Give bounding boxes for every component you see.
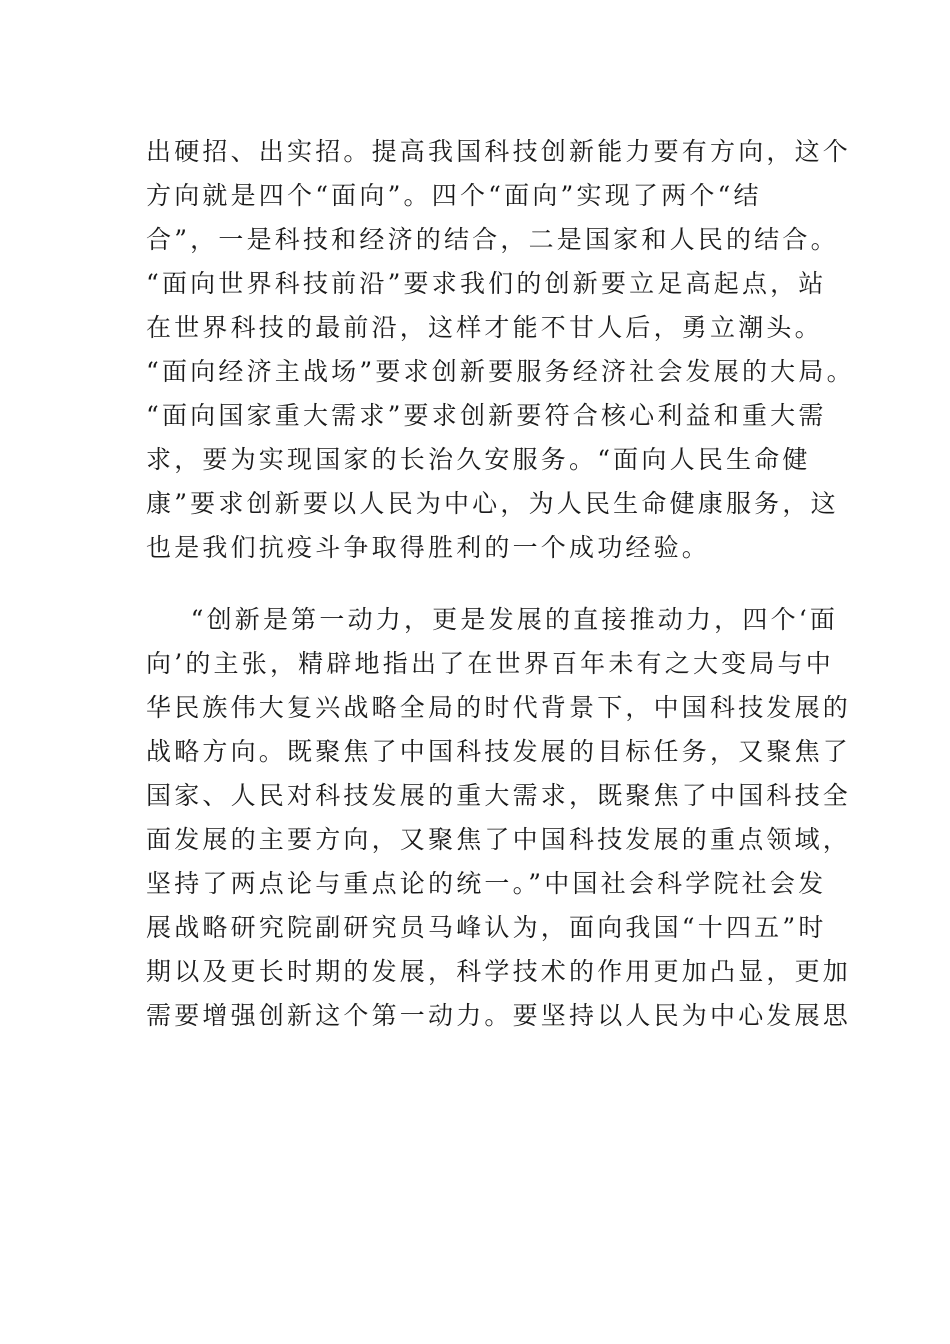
paragraph-spacer (146, 570, 796, 598)
text-line: “面向世界科技前沿”要求我们的创新要立足高起点，站 (146, 269, 827, 298)
text-line: 需要增强创新这个第一动力。要坚持以人民为中心发展思 (146, 1001, 852, 1030)
text-line: 华民族伟大复兴战略全局的时代背景下，中国科技发展的 (146, 693, 852, 722)
text-line: 期以及更长时期的发展，科学技术的作用更加凸显，更加 (146, 957, 852, 986)
paragraph-2 (146, 598, 852, 1038)
text-line: “面向经济主战场”要求创新要服务经济社会发展的大局。 (146, 357, 855, 386)
text-line: 在世界科技的最前沿，这样才能不甘人后，勇立潮头。 (146, 313, 823, 342)
text-line: “创新是第一动力，更是发展的直接推动力，四个‘面 (146, 605, 839, 634)
text-line: 也是我们抗疫斗争取得胜利的一个成功经验。 (146, 533, 711, 562)
text-line: 面发展的主要方向，又聚焦了中国科技发展的重点领域， (146, 825, 852, 854)
text-line: 国家、人民对科技发展的重大需求，既聚焦了中国科技全 (146, 781, 852, 810)
text-line: 战略方向。既聚焦了中国科技发展的目标任务，又聚焦了 (146, 737, 852, 766)
text-line: 方向就是四个“面向”。四个“面向”实现了两个“结 (146, 181, 762, 210)
text-line: 展战略研究院副研究员马峰认为，面向我国“十四五”时 (146, 913, 827, 942)
paragraph-1 (146, 130, 855, 570)
text-line: 出硬招、出实招。提高我国科技创新能力要有方向，这个 (146, 137, 852, 166)
text-line: “面向国家重大需求”要求创新要符合核心利益和重大需 (146, 401, 827, 430)
text-line: 合”，一是科技和经济的结合，二是国家和人民的结合。 (146, 225, 839, 254)
text-line: 康”要求创新要以人民为中心，为人民生命健康服务，这 (146, 489, 839, 518)
text-line: 向’的主张，精辟地指出了在世界百年未有之大变局与中 (146, 649, 834, 678)
body-text (146, 130, 855, 1038)
text-line: 求，要为实现国家的长治久安服务。“面向人民生命健 (146, 445, 811, 474)
text-line: 坚持了两点论与重点论的统一。”中国社会科学院社会发 (146, 869, 827, 898)
